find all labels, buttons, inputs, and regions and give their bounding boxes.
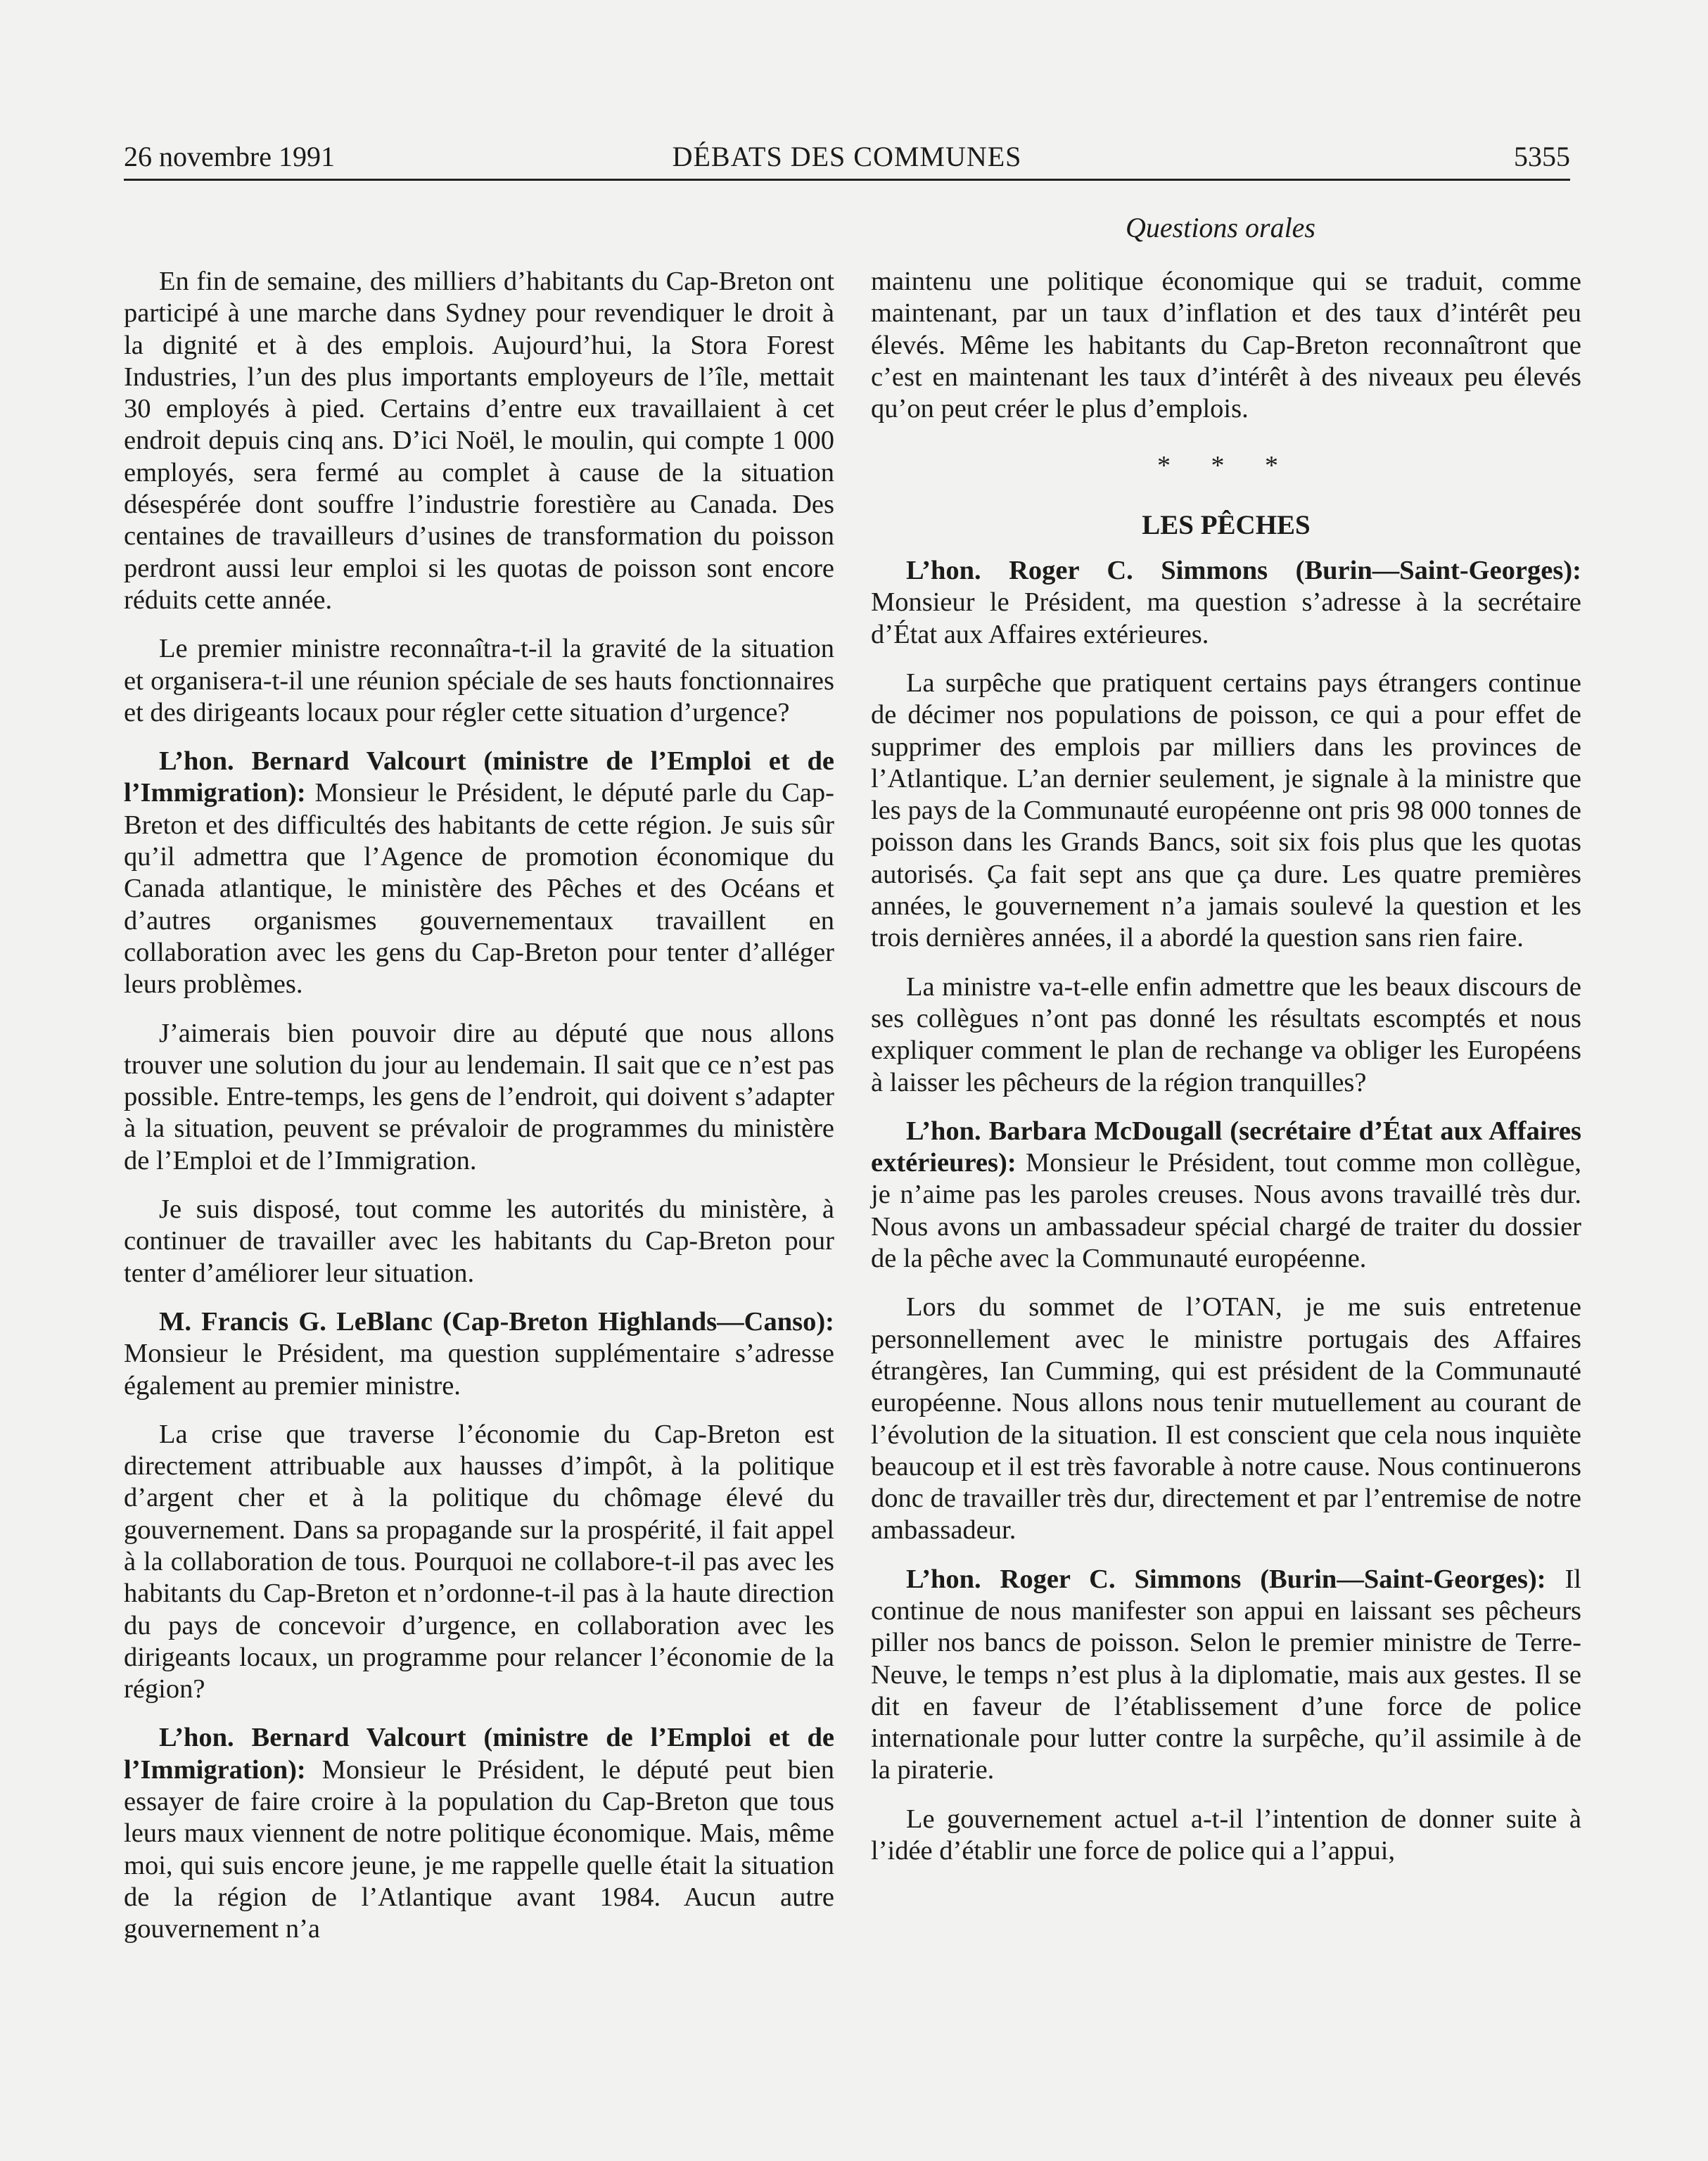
paragraph: En fin de semaine, des milliers d’habitants du Cap-Breton ont participé à une marche dans Sydney pour revendiquer le droit à la dignité et à des emplois. Aujourd’hui, la Stora Forest Industries, l’un des plus importants employeurs de l’île, mettait 30 employés à pied. Certains d’entre eux travaillaient à cet endroit depuis cinq ans. D’ici Noël, le moulin, qui compte 1 000 employés, sera fermé au complet à cause de la situation désespérée dont souffre l’industrie forestière au Canada. Des centaines de travailleurs d’usines de transformation du poisson perdront aussi leur emploi si les quotas de poisson sont encore réduits cette année. bbox=[124, 267, 834, 615]
paragraph: Lors du sommet de l’OTAN, je me suis entretenue personnellement avec le ministre portugais des Affaires étrangères, Ian Cumming, qui est président de la Communauté européenne. Nous allons nous tenir mutuellement au courant de l’évolution de la situation. Il est conscient que cela nous inquiète beaucoup et il est très favorable à notre cause. Nous continuerons donc de travailler très dur, directement et par l’entremise de notre ambassadeur. bbox=[871, 1292, 1581, 1545]
paragraph-continued: maintenu une politique économique qui se traduit, comme maintenant, par un taux d’inflation et des taux d’intérêt peu élevés. Même les habitants du Cap-Breton reconnaîtront que c’est en maintenant les taux d’intérêt à des niveaux peu élevés qu’on peut créer le plus d’emplois. bbox=[871, 267, 1581, 424]
speech bbox=[871, 555, 1581, 651]
section-heading: LES PÊCHES bbox=[1142, 509, 1311, 540]
page-header bbox=[124, 138, 1570, 181]
speaker-name: L’hon. Roger C. Simmons (Burin—Saint-Georges): bbox=[906, 556, 1581, 586]
paragraph: La crise que traverse l’économie du Cap-Breton est directement attribuable aux hausses d’impôt, à la politique d’argent cher et à la politique du chômage élevé du gouvernement. Dans sa propagande sur la prospérité, il fait appel à la collaboration de tous. Pourquoi ne collabore-t-il pas avec les habitants du Cap-Breton et n’ordonne-t-il pas à la haute direction du pays de concevoir d’urgence, en collaboration avec les dirigeants locaux, un programme pour relancer l’économie de la région? bbox=[124, 1419, 834, 1704]
paragraph: La ministre va-t-elle enfin admettre que les beaux discours de ses collègues n’ont pas donné les résultats escomptés et nous expliquer comment le plan de rechange va obliger les Européens à laisser les pêcheurs de la région tranquilles? bbox=[871, 971, 1581, 1097]
speech bbox=[124, 1722, 834, 1945]
left-column bbox=[124, 266, 834, 1963]
speaker-name: L’hon. Bernard Valcourt (ministre de l’Emploi et de l’Immigration): bbox=[124, 746, 834, 808]
speech-text: Monsieur le Président, le député parle du Cap-Breton et des difficultés des habitants de cette région. Je suis sûr qu’il admettra que l’Agence de promotion économique du Canada atlantique, le ministère des Pêches et des Océans et d’autres organismes gouvernementaux travaillent en collaboration avec les gens du Cap-Breton pour tenter d’alléger leurs problèmes. bbox=[124, 778, 834, 1000]
header-page-number: 5355 bbox=[1514, 141, 1570, 172]
speaker-name: L’hon. Bernard Valcourt (ministre de l’Emploi et de l’Immigration): bbox=[124, 1723, 834, 1785]
speaker-name: L’hon. Barbara McDougall (secrétaire d’État aux Affaires extérieures): bbox=[871, 1116, 1581, 1178]
speech-text: Monsieur le Président, tout comme mon collègue, je n’aime pas les paroles creuses. Nous avons travaillé très dur. Nous avons un ambassadeur spécial chargé de traiter du dossier de la pêche avec la Communauté européenne. bbox=[871, 1148, 1581, 1274]
paragraph: J’aimerais bien pouvoir dire au député que nous allons trouver une solution du jour au lendemain. Il sait que ce n’est pas possible. Entre-temps, les gens de l’endroit, qui doivent s’adapter à la situation, peuvent se prévaloir de programmes du ministère de l’Emploi et de l’Immigration. bbox=[124, 1018, 834, 1175]
paragraph: Le gouvernement actuel a-t-il l’intention de donner suite à l’idée d’établir une force de police qui a l’appui, bbox=[871, 1804, 1581, 1866]
speech bbox=[871, 1116, 1581, 1275]
speaker-name: M. Francis G. LeBlanc (Cap-Breton Highlands—Canso): bbox=[159, 1306, 834, 1337]
speech bbox=[871, 1564, 1581, 1787]
running-head: Questions orales bbox=[1126, 212, 1315, 243]
header-date: 26 novembre 1991 bbox=[124, 141, 335, 172]
speech-text: Monsieur le Président, ma question s’adresse à la secrétaire d’État aux Affaires extérieures. bbox=[871, 587, 1581, 649]
speech bbox=[124, 1306, 834, 1402]
right-column bbox=[871, 266, 1581, 1884]
speech-text: Monsieur le Président, ma question supplémentaire s’adresse également au premier ministre. bbox=[124, 1339, 834, 1401]
speaker-name: L’hon. Roger C. Simmons (Burin—Saint-Georges): bbox=[906, 1564, 1546, 1594]
section-separator: * * * bbox=[1157, 451, 1295, 481]
paragraph: Le premier ministre reconnaîtra-t-il la gravité de la situation et organisera-t-il une réunion spéciale de ses hauts fonctionnaires et des dirigeants locaux pour régler cette situation d’urgence? bbox=[124, 634, 834, 727]
header-title: DÉBATS DES COMMUNES bbox=[672, 141, 1022, 172]
speech-text: Il continue de nous manifester son appui en laissant ses pêcheurs piller nos bancs de poisson. Selon le premier ministre de Terre-Neuve, le temps n’est plus à la diplomatie, mais aux gestes. Il se dit en faveur de l’établissement d’une force de police internationale pour lutter contre la surpêche, qu’il assimile à de la piraterie. bbox=[871, 1564, 1581, 1785]
paragraph: Je suis disposé, tout comme les autorités du ministère, à continuer de travailler avec les habitants du Cap-Breton pour tenter d’améliorer leur situation. bbox=[124, 1194, 834, 1288]
speech-text: Monsieur le Président, le député peut bien essayer de faire croire à la population du Cap-Breton que tous leurs maux viennent de notre politique économique. Mais, même moi, qui suis encore jeune, je me rappelle quelle était la situation de la région de l’Atlantique avant 1984. Aucun autre gouvernement n’a bbox=[124, 1754, 834, 1944]
paragraph: La surpêche que pratiquent certains pays étrangers continue de décimer nos populations de poisson, ce qui a pour effet de supprimer des emplois par milliers dans les provinces de l’Atlantique. L’an dernier seulement, je signale à la ministre que les pays de la Communauté européenne ont pris 98 000 tonnes de poisson dans les Grands Bancs, soit six fois plus que les quotas autorisés. Ça fait sept ans que ça dure. Les quatre premières années, le gouvernement n’a jamais soulevé la question et les trois dernières années, il a abordé la question sans rien faire. bbox=[871, 668, 1581, 953]
speech bbox=[124, 746, 834, 1000]
